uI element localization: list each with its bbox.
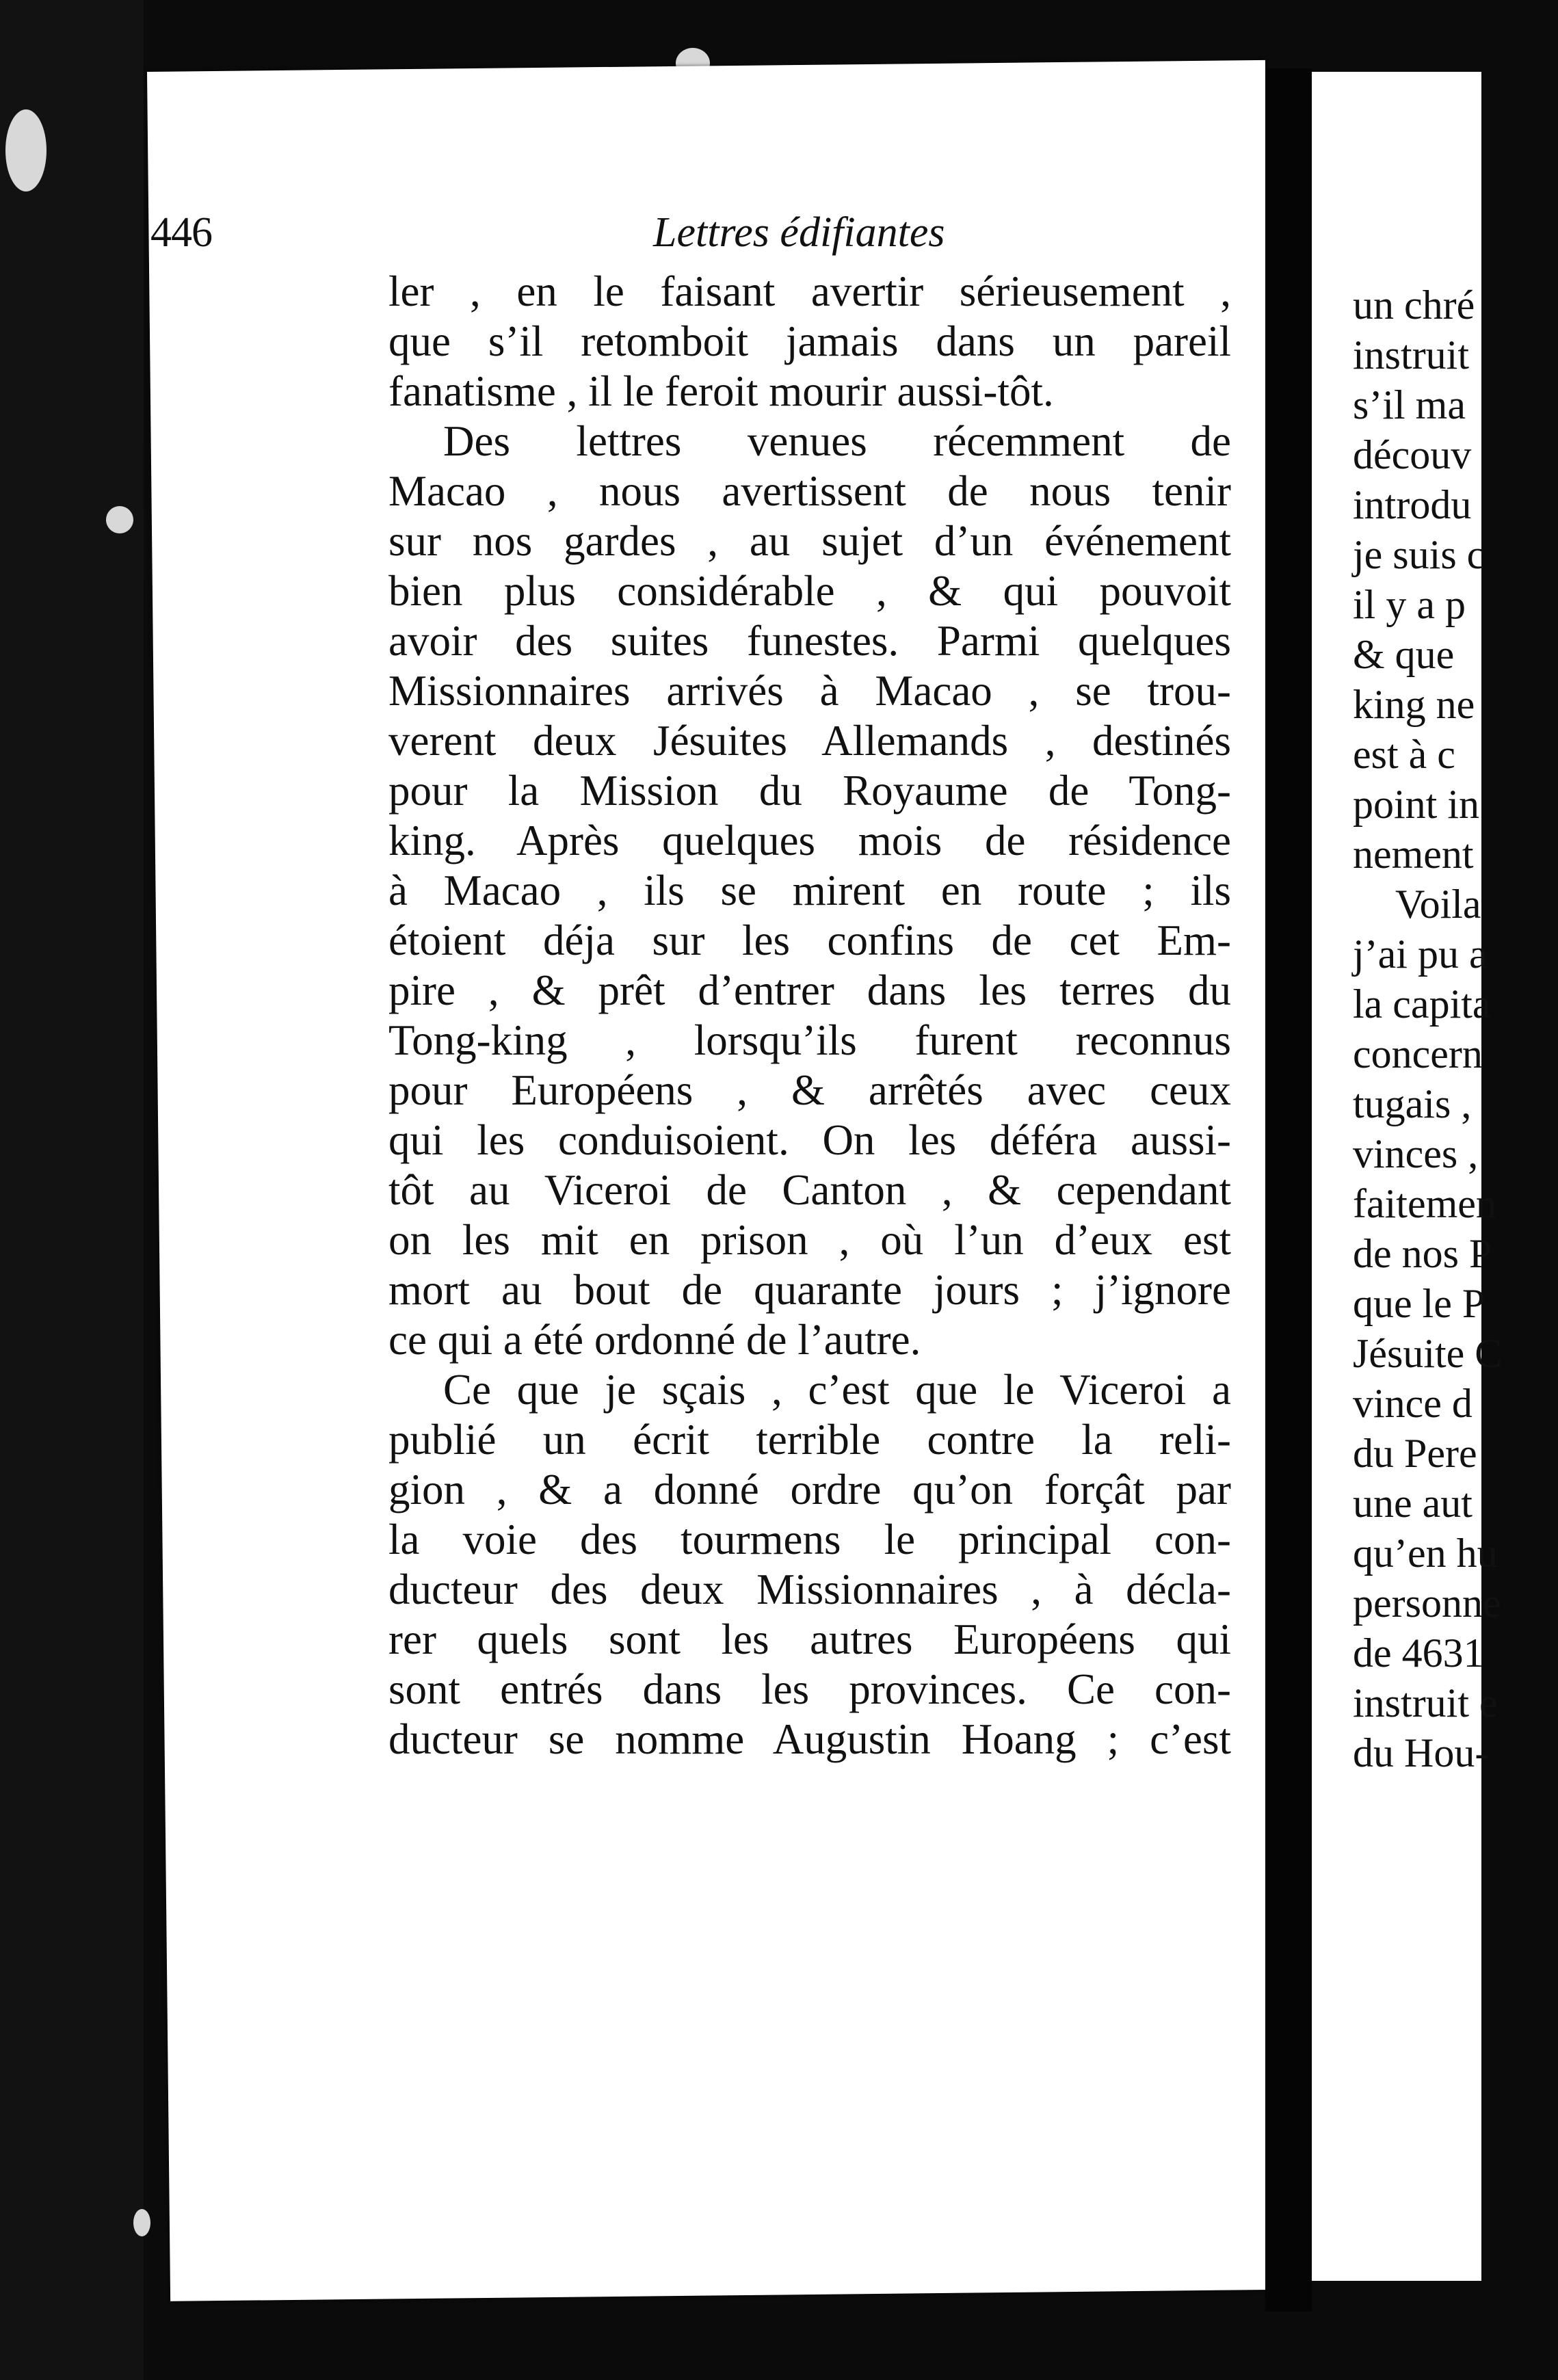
facing-text-line: instruit e — [1353, 1680, 1498, 1726]
facing-text-line: introdu — [1353, 482, 1472, 527]
text-line: Tong-king , lorsqu’ils furent reconnus — [388, 1016, 1231, 1064]
text-line: ler , en le faisant avertir sérieusement , — [388, 267, 1231, 315]
text-line: qui les conduisoient. On les déféra aussi- — [388, 1116, 1231, 1164]
book-spine-left — [0, 0, 144, 2380]
text-line: la voie des tourmens le principal con- — [388, 1516, 1231, 1563]
facing-text-line: s’il ma — [1353, 382, 1466, 427]
text-line: pour Européens , & arrêtés avec ceux — [388, 1066, 1231, 1114]
facing-text-line: vince d — [1353, 1381, 1473, 1426]
text-line: Missionnaires arrivés à Macao , se trou- — [388, 667, 1231, 715]
facing-text-line: un chré — [1353, 282, 1475, 328]
facing-text-line: Voila — [1395, 882, 1481, 927]
facing-text-line: concern — [1353, 1031, 1483, 1076]
facing-text-line: il y a p — [1353, 582, 1466, 627]
text-line: que s’il retomboit jamais dans un pareil — [388, 317, 1231, 365]
running-title: Lettres édifiantes — [653, 209, 945, 256]
text-line: pire , & prêt d’entrer dans les terres du — [388, 966, 1231, 1014]
text-line: fanatisme , il le feroit mourir aussi-tôt. — [388, 367, 1054, 415]
facing-text-line: du Hou- — [1353, 1730, 1489, 1775]
text-line: verent deux Jésuites Allemands , destinés — [388, 717, 1231, 765]
facing-text-line: point in — [1353, 782, 1480, 827]
text-line: sur nos gardes , au sujet d’un événement — [388, 517, 1231, 565]
text-line: sont entrés dans les provinces. Ce con- — [388, 1665, 1231, 1713]
text-line: publié un écrit terrible contre la reli- — [388, 1416, 1231, 1464]
facing-text-line: de nos P — [1353, 1231, 1492, 1276]
facing-text-line: est à c — [1353, 732, 1455, 777]
paper-speck — [133, 2209, 150, 2236]
text-line: rer quels sont les autres Européens qui — [388, 1615, 1231, 1663]
book-gutter — [1265, 68, 1312, 2312]
facing-text-line: personne — [1353, 1581, 1501, 1626]
text-line: avoir des suites funestes. Parmi quelques — [388, 617, 1231, 665]
text-line: tôt au Viceroi de Canton , & cependant — [388, 1166, 1231, 1214]
text-line: bien plus considérable , & qui pouvoit — [388, 567, 1231, 615]
text-line: ce qui a été ordonné de l’autre. — [388, 1316, 921, 1364]
text-line: ducteur se nomme Augustin Hoang ; c’est — [388, 1715, 1231, 1763]
text-line: étoient déja sur les confins de cet Em- — [388, 916, 1231, 964]
facing-text-line: je suis c — [1353, 532, 1486, 577]
facing-text-line: de 4631 — [1353, 1630, 1484, 1676]
facing-text-line: faitemen — [1353, 1181, 1496, 1226]
facing-text-line: tugais , — [1353, 1081, 1472, 1126]
paper-speck — [106, 506, 133, 533]
facing-text-line: qu’en hu — [1353, 1531, 1498, 1576]
text-line: Macao , nous avertissent de nous tenir — [388, 467, 1231, 515]
facing-text-line: vinces , — [1353, 1131, 1479, 1176]
text-line: king. Après quelques mois de résidence — [388, 817, 1231, 864]
facing-text-line: j’ai pu a — [1353, 931, 1488, 977]
facing-text-line: nement — [1353, 832, 1474, 877]
facing-text-line: que le P — [1353, 1281, 1486, 1326]
facing-text-line: & que — [1353, 632, 1455, 677]
page-number: 446 — [150, 209, 212, 256]
text-line: mort au bout de quarante jours ; j’ignore — [388, 1266, 1231, 1314]
text-line: gion , & a donné ordre qu’on forçât par — [388, 1466, 1231, 1513]
text-line: Des lettres venues récemment de — [443, 417, 1231, 465]
text-line: Ce que je sçais , c’est que le Viceroi a — [443, 1366, 1231, 1414]
facing-text-line: une aut — [1353, 1481, 1473, 1526]
main-text-block — [388, 267, 1231, 1764]
text-line: pour la Mission du Royaume de Tong- — [388, 767, 1231, 815]
facing-text-line: Jésuite C — [1353, 1331, 1503, 1376]
facing-text-line: du Pere — [1353, 1431, 1477, 1476]
text-line: on les mit en prison , où l’un d’eux est — [388, 1216, 1231, 1264]
facing-page-text-block — [1353, 280, 1558, 1778]
facing-text-line: la capita — [1353, 981, 1491, 1027]
paper-speck — [5, 109, 47, 191]
facing-text-line: découv — [1353, 432, 1472, 477]
text-line: ducteur des deux Missionnaires , à décla- — [388, 1565, 1231, 1613]
facing-text-line: instruit — [1353, 332, 1470, 378]
text-line: à Macao , ils se mirent en route ; ils — [388, 867, 1231, 914]
facing-text-line: king ne — [1353, 682, 1475, 727]
